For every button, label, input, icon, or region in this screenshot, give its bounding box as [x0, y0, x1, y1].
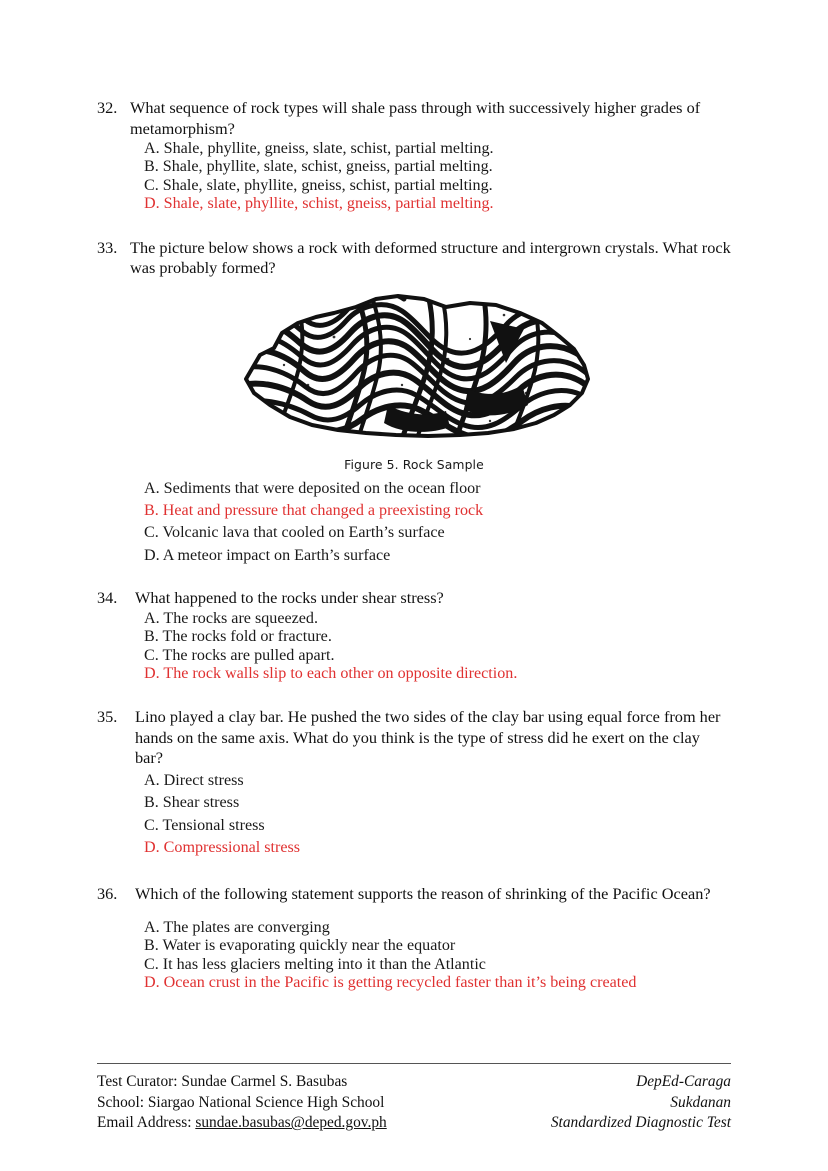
option-33-a[interactable]: A. Sediments that were deposited on the ocean floor — [144, 479, 481, 497]
question-33-options — [97, 478, 731, 568]
option-32-c[interactable]: C. Shale, slate, phyllite, gneiss, schist, partial melting. — [144, 176, 493, 194]
option-35-c[interactable]: C. Tensional stress — [144, 816, 265, 834]
question-35-options — [97, 770, 731, 860]
option-35-a[interactable]: A. Direct stress — [144, 771, 244, 789]
option-33-c[interactable]: C. Volcanic lava that cooled on Earth’s surface — [144, 524, 445, 542]
question-36-text: Which of the following statement supports the reason of shrinking of the Pacific Ocean? — [135, 883, 711, 903]
question-36-options — [97, 919, 731, 993]
question-35 — [97, 707, 731, 859]
question-33-number: 33. — [97, 237, 118, 257]
question-36-spacer — [97, 904, 731, 918]
question-36-heading — [97, 884, 731, 905]
question-33-heading — [97, 238, 731, 279]
option-34-d[interactable]: D. The rock walls slip to each other on opposite direction. — [144, 664, 518, 682]
option-34-c[interactable]: C. The rocks are pulled apart. — [144, 646, 335, 664]
rock-sample-image — [238, 293, 590, 443]
option-32-b[interactable]: B. Shale, phyllite, slate, schist, gneiss, partial melting. — [144, 158, 493, 176]
question-35-text: Lino played a clay bar. He pushed the two sides of the clay bar using equal force from her hands on the same axis. What do you think is the type of stress did he exert on the clay bar? — [135, 707, 721, 768]
option-35-d[interactable]: D. Compressional stress — [144, 839, 301, 857]
footer-divider — [97, 1063, 731, 1064]
option-36-a[interactable]: A. The plates are converging — [144, 919, 330, 936]
question-34-text: What happened to the rocks under shear stress? — [135, 588, 444, 608]
footer-right-block — [551, 1072, 731, 1134]
questions-container — [97, 98, 731, 1011]
option-33-b[interactable]: B. Heat and pressure that changed a preexisting rock — [144, 502, 484, 520]
footer-columns — [97, 1072, 731, 1134]
question-32-options — [97, 140, 731, 214]
question-35-number: 35. — [97, 707, 118, 727]
footer-email-line — [97, 1113, 387, 1134]
option-34-b[interactable]: B. The rocks fold or fracture. — [144, 628, 332, 646]
footer-school: School: Siargao National Science High School — [97, 1093, 385, 1111]
footer-email-link[interactable]: sundae.basubas@deped.gov.ph — [195, 1114, 387, 1132]
question-36-number: 36. — [97, 883, 118, 903]
question-32 — [97, 98, 731, 214]
option-33-d[interactable]: D. A meteor impact on Earth’s surface — [144, 546, 391, 564]
question-32-number: 32. — [97, 98, 118, 117]
question-34-heading — [97, 588, 731, 609]
question-34-number: 34. — [97, 588, 118, 608]
option-35-b[interactable]: B. Shear stress — [144, 794, 240, 812]
option-36-b[interactable]: B. Water is evaporating quickly near the equator — [144, 937, 456, 955]
option-34-a[interactable]: A. The rocks are squeezed. — [144, 609, 318, 627]
figure-5-caption: Figure 5. Rock Sample — [344, 456, 484, 472]
option-32-d[interactable]: D. Shale, slate, phyllite, schist, gneiss, partial melting. — [144, 195, 494, 213]
footer-email-label: Email Address: — [97, 1114, 196, 1132]
question-36 — [97, 884, 731, 993]
footer-left-block — [97, 1072, 387, 1134]
page-footer — [97, 1063, 731, 1134]
footer-sukdanan: Sukdanan — [670, 1093, 731, 1111]
figure-5-block — [97, 293, 731, 472]
option-32-a[interactable]: A. Shale, phyllite, gneiss, slate, schist, partial melting. — [144, 140, 494, 157]
question-33-text: The picture below shows a rock with deformed structure and intergrown crystals. What rock was probably formed? — [130, 237, 731, 278]
footer-test-name: Standardized Diagnostic Test — [550, 1114, 731, 1132]
option-36-d[interactable]: D. Ocean crust in the Pacific is getting recycled faster than it’s being created — [144, 974, 637, 992]
footer-test-curator: Test Curator: Sundae Carmel S. Basubas — [97, 1073, 348, 1090]
question-35-heading — [97, 707, 731, 769]
question-34 — [97, 588, 731, 683]
question-32-heading — [97, 98, 731, 139]
footer-deped-caraga: DepEd-Caraga — [636, 1073, 731, 1090]
question-33 — [97, 238, 731, 568]
question-34-options — [97, 610, 731, 684]
question-32-text: What sequence of rock types will shale pass through with successively higher grades of metamorphism? — [130, 98, 701, 138]
option-36-c[interactable]: C. It has less glaciers melting into it than the Atlantic — [144, 955, 486, 973]
